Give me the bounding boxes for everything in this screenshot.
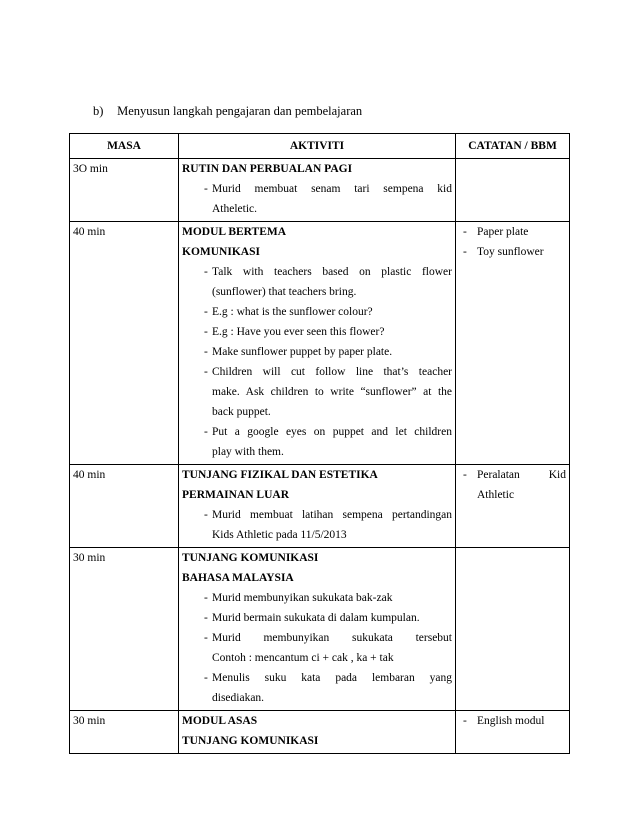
activity-title: KOMUNIKASI bbox=[182, 246, 260, 258]
bullet-dash: - bbox=[204, 306, 208, 318]
activity-title: PERMAINAN LUAR bbox=[182, 489, 290, 501]
aktiviti-cell bbox=[179, 548, 456, 711]
masa-cell bbox=[70, 222, 179, 465]
bullet-dash: - bbox=[204, 326, 208, 338]
activity-line: Murid membuat latihan sempena pertandingan bbox=[212, 509, 452, 521]
bullet-dash: - bbox=[204, 612, 208, 624]
aktiviti-cell bbox=[179, 159, 456, 222]
bullet-dash: - bbox=[463, 715, 467, 727]
catatan-cell bbox=[456, 159, 570, 222]
activity-line: Murid bermain sukukata di dalam kumpulan. bbox=[212, 612, 420, 624]
masa-value: 3O min bbox=[73, 163, 108, 175]
section-marker: b) bbox=[93, 104, 104, 118]
section-heading bbox=[93, 104, 362, 119]
bullet-dash: - bbox=[204, 346, 208, 358]
activity-item bbox=[182, 422, 452, 462]
masa-cell bbox=[70, 548, 179, 711]
note-item bbox=[459, 465, 566, 505]
activity-item-text bbox=[212, 322, 452, 342]
activity-line: Make sunflower puppet by paper plate. bbox=[212, 346, 393, 358]
note-text bbox=[477, 222, 566, 242]
bullet-dash: - bbox=[204, 366, 208, 378]
activity-item bbox=[182, 628, 452, 668]
activity-line: Murid membuat senam tari sempena kid bbox=[212, 183, 452, 195]
activity-item bbox=[182, 668, 452, 708]
activity-item-text bbox=[212, 588, 452, 608]
header-aktiviti: AKTIVITI bbox=[179, 134, 456, 159]
aktiviti-cell bbox=[179, 222, 456, 465]
note-line: Toy sunflower bbox=[477, 246, 544, 258]
activity-line: disediakan. bbox=[212, 692, 265, 704]
bullet-dash: - bbox=[463, 226, 467, 238]
bullet-dash: - bbox=[204, 632, 208, 644]
masa-value: 40 min bbox=[73, 469, 106, 481]
activity-line: E.g : Have you ever seen this flower? bbox=[212, 326, 385, 338]
activity-item bbox=[182, 322, 452, 342]
activity-item-text bbox=[212, 302, 452, 322]
activity-line: Menulis suku kata pada lembaran yang bbox=[212, 672, 452, 684]
note-line: Paper plate bbox=[477, 226, 529, 238]
activity-item bbox=[182, 262, 452, 302]
note-line: Peralatan Kid bbox=[477, 469, 566, 481]
bullet-dash: - bbox=[204, 672, 208, 684]
note-text bbox=[477, 242, 566, 262]
activity-title: TUNJANG KOMUNIKASI bbox=[182, 552, 319, 564]
activity-item-text bbox=[212, 505, 452, 545]
activity-title: TUNJANG KOMUNIKASI bbox=[182, 735, 319, 747]
activity-item bbox=[182, 505, 452, 545]
activity-item bbox=[182, 588, 452, 608]
bullet-dash: - bbox=[463, 469, 467, 481]
bullet-dash: - bbox=[204, 266, 208, 278]
activity-item-text bbox=[212, 342, 452, 362]
catatan-cell bbox=[456, 711, 570, 754]
table-row bbox=[70, 222, 570, 465]
table-row bbox=[70, 465, 570, 548]
bullet-dash: - bbox=[463, 246, 467, 258]
table-row bbox=[70, 711, 570, 754]
activity-item bbox=[182, 608, 452, 628]
activity-line: make. Ask children to write “sunflower” at the bbox=[212, 386, 452, 398]
activity-line: Put a google eyes on puppet and let children bbox=[212, 426, 452, 438]
catatan-cell bbox=[456, 548, 570, 711]
activity-title: MODUL ASAS bbox=[182, 715, 258, 727]
note-text bbox=[477, 711, 566, 731]
activity-item bbox=[182, 179, 452, 219]
activity-item-text bbox=[212, 628, 452, 668]
activity-line: Murid membunyikan sukukata tersebut bbox=[212, 632, 452, 644]
masa-cell bbox=[70, 159, 179, 222]
masa-cell bbox=[70, 465, 179, 548]
bullet-dash: - bbox=[204, 183, 208, 195]
masa-cell bbox=[70, 711, 179, 754]
activity-line: E.g : what is the sunflower colour? bbox=[212, 306, 373, 318]
table-row bbox=[70, 548, 570, 711]
activity-line: (sunflower) that teachers bring. bbox=[212, 286, 357, 298]
lesson-plan-table bbox=[69, 133, 570, 754]
activity-item bbox=[182, 362, 452, 422]
activity-title: BAHASA MALAYSIA bbox=[182, 572, 294, 584]
aktiviti-cell bbox=[179, 711, 456, 754]
table-header-row bbox=[70, 134, 570, 159]
activity-line: back puppet. bbox=[212, 406, 271, 418]
note-text bbox=[477, 465, 566, 505]
activity-line: Talk with teachers based on plastic flower bbox=[212, 266, 452, 278]
bullet-dash: - bbox=[204, 592, 208, 604]
activity-item-text bbox=[212, 608, 452, 628]
activity-item-text bbox=[212, 262, 452, 302]
activity-item bbox=[182, 302, 452, 322]
masa-value: 30 min bbox=[73, 715, 106, 727]
activity-line: Contoh : mencantum ci + cak , ka + tak bbox=[212, 652, 394, 664]
catatan-cell bbox=[456, 465, 570, 548]
section-title: Menyusun langkah pengajaran dan pembelajaran bbox=[117, 104, 363, 118]
activity-item-text bbox=[212, 179, 452, 219]
activity-title: TUNJANG FIZIKAL DAN ESTETIKA bbox=[182, 469, 378, 481]
activity-line: play with them. bbox=[212, 446, 284, 458]
masa-value: 30 min bbox=[73, 552, 106, 564]
note-item bbox=[459, 711, 566, 731]
note-line: English modul bbox=[477, 715, 545, 727]
activity-line: Kids Athletic pada 11/5/2013 bbox=[212, 529, 347, 541]
bullet-dash: - bbox=[204, 426, 208, 438]
bullet-dash: - bbox=[204, 509, 208, 521]
note-line: Athletic bbox=[477, 489, 515, 501]
catatan-cell bbox=[456, 222, 570, 465]
activity-item-text bbox=[212, 422, 452, 462]
header-masa: MASA bbox=[70, 134, 179, 159]
aktiviti-cell bbox=[179, 465, 456, 548]
note-item bbox=[459, 222, 566, 242]
activity-title: MODUL BERTEMA bbox=[182, 226, 287, 238]
activity-line: Children will cut follow line that’s teacher bbox=[212, 366, 452, 378]
activity-line: Atheletic. bbox=[212, 203, 258, 215]
table-row bbox=[70, 159, 570, 222]
activity-item bbox=[182, 342, 452, 362]
activity-item-text bbox=[212, 362, 452, 422]
activity-title: RUTIN DAN PERBUALAN PAGI bbox=[182, 163, 353, 175]
activity-item-text bbox=[212, 668, 452, 708]
activity-line: Murid membunyikan sukukata bak-zak bbox=[212, 592, 393, 604]
masa-value: 40 min bbox=[73, 226, 106, 238]
header-catatan: CATATAN / BBM bbox=[456, 134, 570, 159]
note-item bbox=[459, 242, 566, 262]
